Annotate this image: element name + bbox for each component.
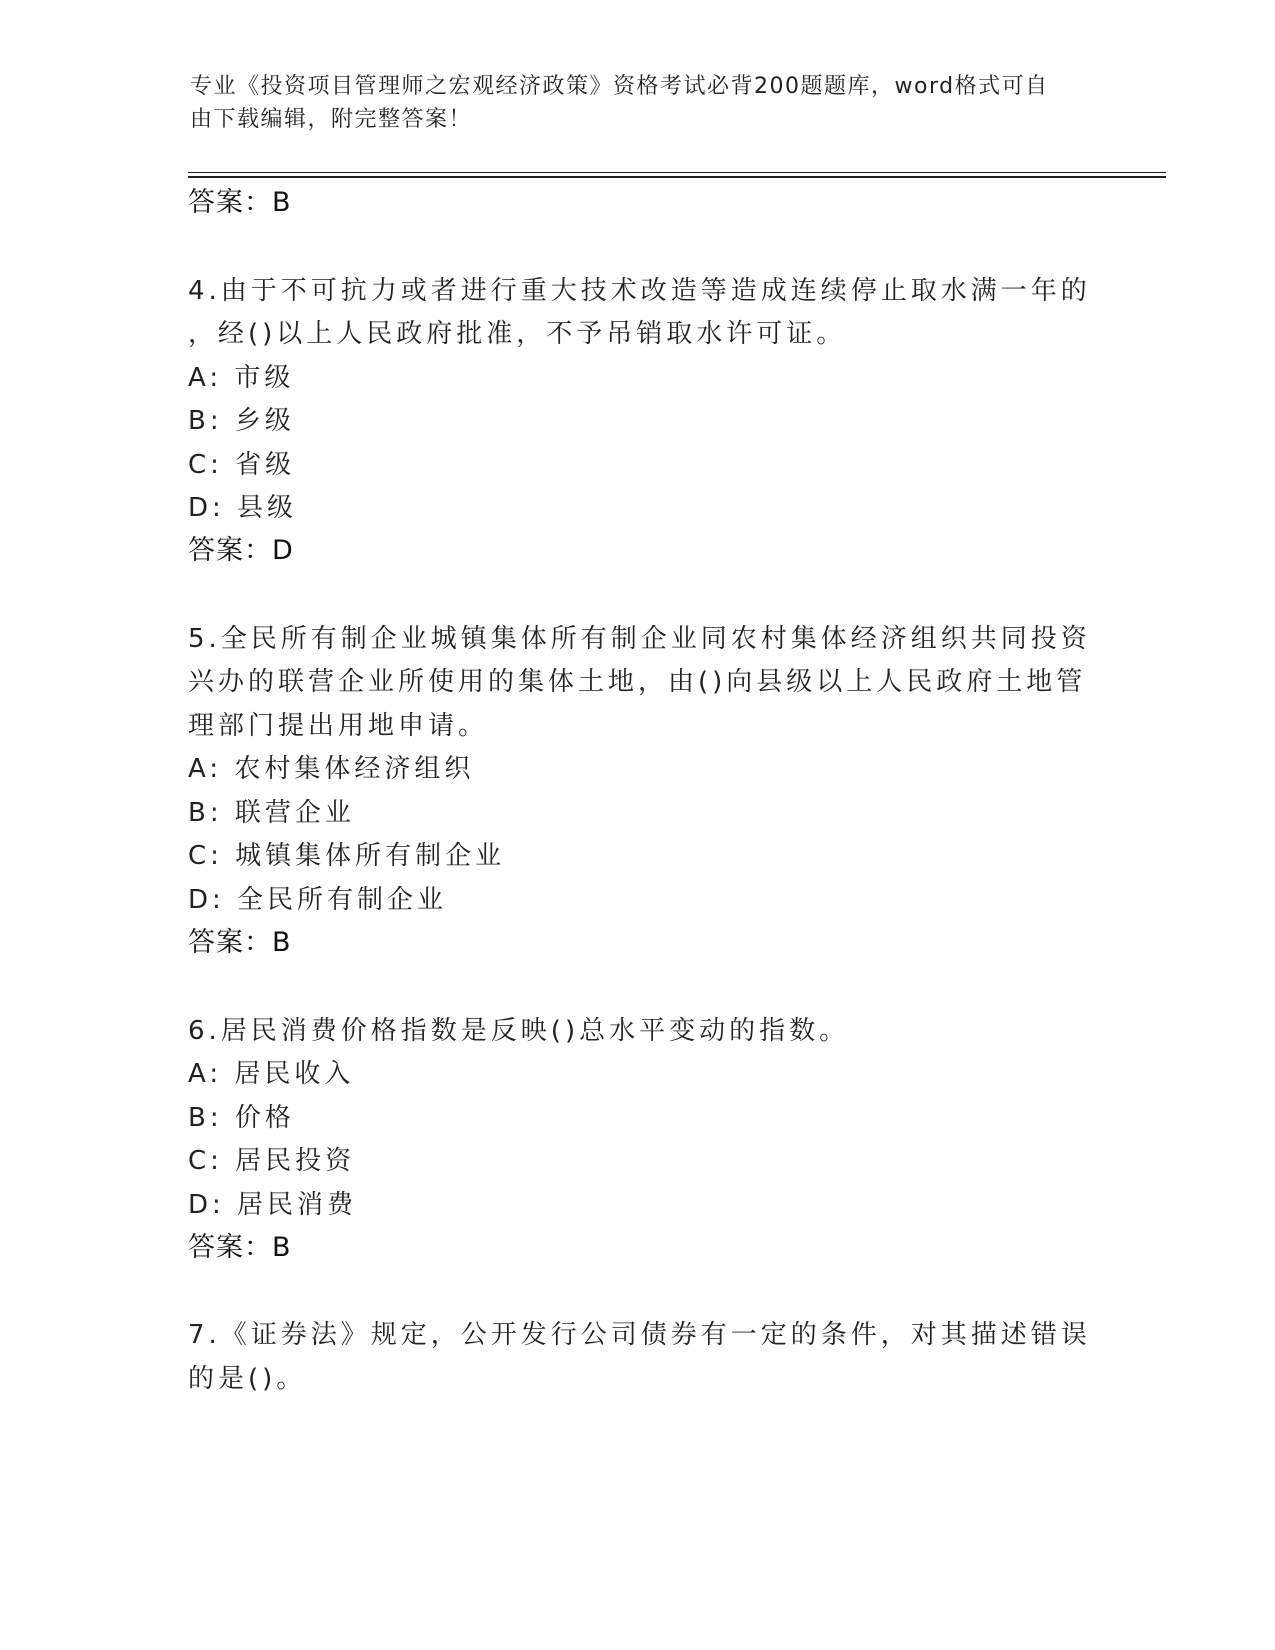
question-6-option-c: C: 居民投资 [188,1146,356,1176]
answer-q4: 答案：D [188,535,294,566]
question-6-stem-line-1: 6.居民消费价格指数是反映()总水平变动的指数。 [188,1016,850,1046]
question-5-stem-line-2: 兴办的联营企业所使用的集体土地，由()向县级以上人民政府土地管 [188,667,1087,697]
answer-q6: 答案：B [188,1232,292,1263]
question-5-option-b: B: 联营企业 [188,798,355,828]
question-6-option-b: B: 价格 [188,1103,295,1133]
question-4-option-b: B: 乡级 [188,406,295,436]
question-7-stem-line-2: 的是()。 [188,1364,307,1394]
question-4-option-c: C: 省级 [188,450,296,480]
question-5-option-d: D: 全民所有制企业 [188,885,448,915]
question-4-stem-line-2: ，经()以上人民政府批准，不予吊销取水许可证。 [188,319,847,349]
question-4-option-d: D: 县级 [188,493,298,523]
question-5-stem-line-3: 理部门提出用地申请。 [188,711,489,741]
header-divider-bottom [188,176,1166,178]
question-4-stem-line-1: 4.由于不可抗力或者进行重大技术改造等造成连续停止取水满一年的 [188,276,1091,306]
answer-q5: 答案：B [188,927,292,958]
question-4-option-a: A: 市级 [188,363,295,393]
answer-q3: 答案：B [188,187,292,218]
question-6-option-a: A: 居民收入 [188,1059,355,1089]
question-5-option-c: C: 城镇集体所有制企业 [188,841,506,871]
page-header: 专业《投资项目管理师之宏观经济政策》资格考试必背200题题库，word格式可自由下载编辑，附完整答案！ [190,74,1049,132]
question-7-stem-line-1: 7.《证券法》规定，公开发行公司债券有一定的条件，对其描述错误 [188,1320,1091,1350]
question-6-option-d: D: 居民消费 [188,1190,358,1220]
question-5-stem-line-1: 5.全民所有制企业城镇集体所有制企业同农村集体经济组织共同投资 [188,624,1091,654]
question-5-option-a: A: 农村集体经济组织 [188,754,475,784]
header-divider-top [188,172,1166,173]
